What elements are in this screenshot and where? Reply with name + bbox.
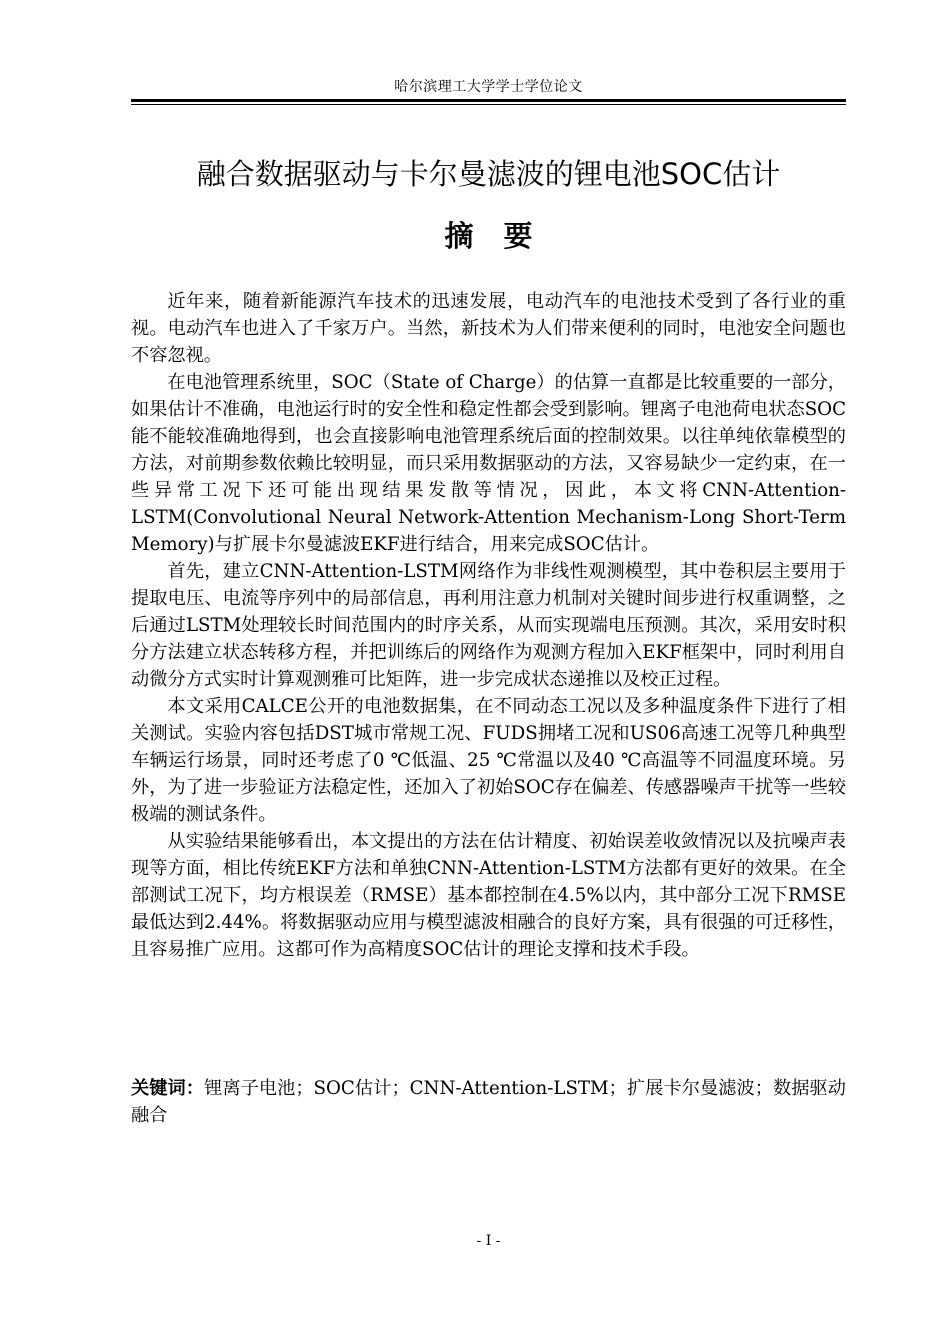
running-header: 哈尔滨理工大学学士学位论文 <box>394 79 583 95</box>
keywords-text: 锂离子电池；SOC估计；CNN-Attention-LSTM；扩展卡尔曼滤波；数据驱动融合 <box>131 1078 846 1126</box>
abstract-paragraph-2: 在电池管理系统里，SOC（State of Charge）的估算一直都是比较重要的一部分，如果估计不准确，电池运行时的安全性和稳定性都会受到影响。锂离子电池荷电状态SOC能不能较准确地得到，也会直接影响电池管理系统后面的控制效果。以往单纯依靠模型的方法，对前期参数依赖比较明显，而只采用数据驱动的方法，又容易缺少一定约束，在一些异常工况下还可能出现结果发散等情况，因此，本文将CNN-Attention-LSTM(Convolutional Neural Network-Attention Mechanism-Long Short-Term Memory)与扩展卡尔曼滤波EKF进行结合，用来完成SOC估计。 <box>131 372 846 555</box>
abstract-paragraph-1: 近年来，随着新能源汽车技术的迅速发展，电动汽车的电池技术受到了各行业的重视。电动汽车也进入了千家万户。当然，新技术为人们带来便利的同时，电池安全问题也不容忽视。 <box>131 291 846 366</box>
abstract-heading: 摘要 <box>444 219 563 253</box>
header-rule-thin <box>131 104 846 105</box>
page-number: - I - <box>476 1233 501 1249</box>
thesis-title: 融合数据驱动与卡尔曼滤波的锂电池SOC估计 <box>196 157 781 191</box>
keywords <box>131 1075 846 1129</box>
abstract-body <box>131 288 846 963</box>
keywords-label: 关键词： <box>131 1078 205 1099</box>
abstract-paragraph-3: 首先，建立CNN-Attention-LSTM网络作为非线性观测模型，其中卷积层主要用于提取电压、电流等序列中的局部信息，再利用注意力机制对关键时间步进行权重调整，之后通过LSTM处理较长时间范围内的时序关系，从而实现端电压预测。其次，采用安时积分方法建立状态转移方程，并把训练后的网络作为观测方程加入EKF框架中，同时利用自动微分方式实时计算观测雅可比矩阵，进一步完成状态递推以及校正过程。 <box>131 561 846 690</box>
header-rule-thick <box>131 99 846 102</box>
abstract-paragraph-4: 本文采用CALCE公开的电池数据集，在不同动态工况以及多种温度条件下进行了相关测试。实验内容包括DST城市常规工况、FUDS拥堵工况和US06高速工况等几种典型车辆运行场景，同时还考虑了0 ℃低温、25 ℃常温以及40 ℃高温等不同温度环境。另外，为了进一步验证方法稳定性，还加入了初始SOC存在偏差、传感器噪声干扰等一些较极端的测试条件。 <box>131 696 846 825</box>
abstract-paragraph-5: 从实验结果能够看出，本文提出的方法在估计精度、初始误差收敛情况以及抗噪声表现等方面，相比传统EKF方法和单独CNN-Attention-LSTM方法都有更好的效果。在全部测试工况下，均方根误差（RMSE）基本都控制在4.5%以内，其中部分工况下RMSE最低达到2.44%。将数据驱动应用与模型滤波相融合的良好方案，具有很强的可迁移性，且容易推广应用。这都可作为高精度SOC估计的理论支撑和技术手段。 <box>131 831 846 960</box>
